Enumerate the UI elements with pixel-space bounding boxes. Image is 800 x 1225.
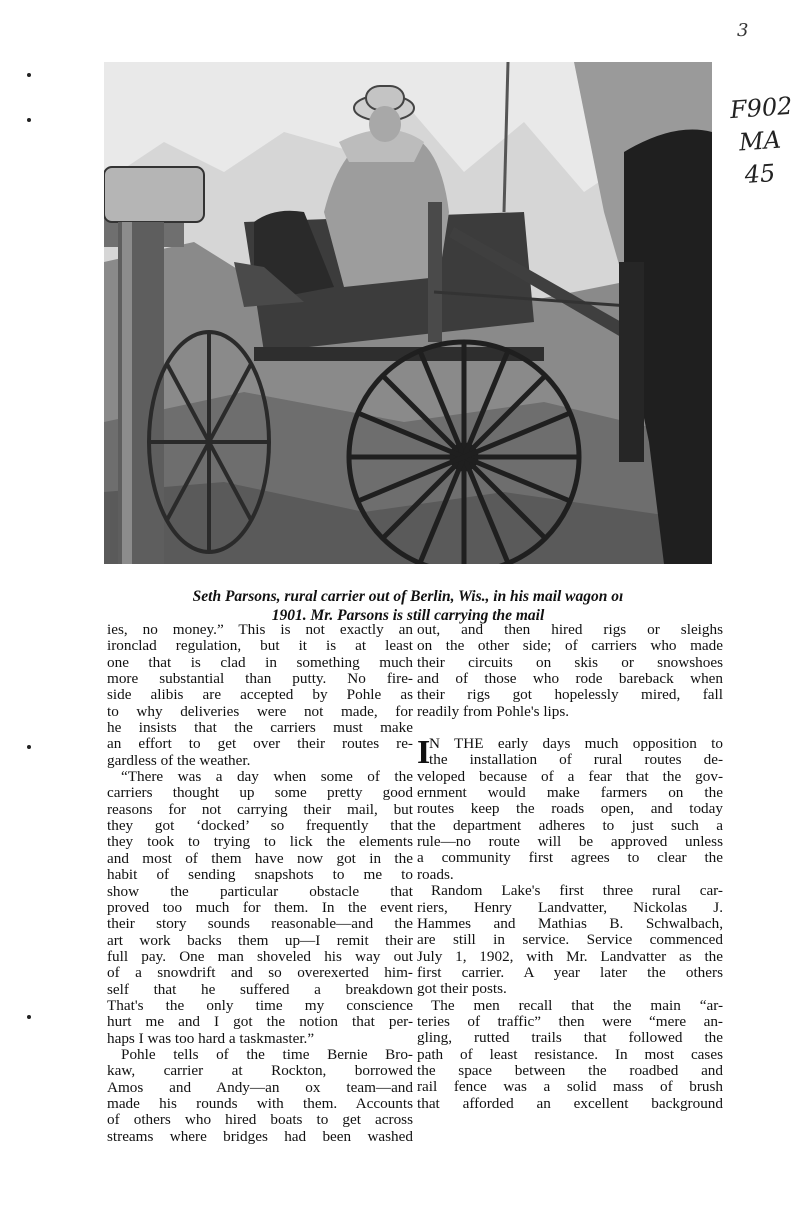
text-line: full pay. One man shoveled his way out xyxy=(107,947,413,965)
text-line: self that he suffered a breakdown xyxy=(107,980,413,998)
photo-caption xyxy=(104,587,712,625)
text-line: got their posts. xyxy=(417,980,507,998)
text-line: the installation of rural routes de- xyxy=(429,751,723,769)
text-line: and of those who rode bareback when xyxy=(417,670,723,688)
caption-line: 1901. Mr. Parsons is still carrying the mail xyxy=(271,607,545,624)
text-line: proved too much for them. In the event xyxy=(107,898,413,916)
mail-wagon-photo xyxy=(104,62,712,564)
text-line: rail fence was a solid mass of brush xyxy=(417,1078,723,1096)
text-line: reasons for not carrying their mail, but xyxy=(107,800,413,818)
text-line: habit of sending snapshots to me to xyxy=(107,866,413,884)
left-text-column xyxy=(107,622,413,1145)
text-line: are still in service. Service commenced xyxy=(417,931,723,949)
text-line: Pohle tells of the time Bernie Bro- xyxy=(121,1045,413,1063)
text-line: riers, Henry Landvatter, Nickolas J. xyxy=(417,898,723,916)
binding-mark xyxy=(27,118,31,122)
handwritten-line: F902 xyxy=(729,91,794,125)
text-line: they got ‘docked’ so frequently that xyxy=(107,817,413,835)
text-line: ironclad regulation, but it is at least xyxy=(107,637,413,655)
paragraph-gap xyxy=(417,720,723,736)
text-line: That's the only time my conscience xyxy=(107,996,413,1014)
text-line: to why deliveries were not made, for xyxy=(107,702,413,720)
text-line: first carrier. A year later the others xyxy=(417,963,723,981)
text-line: an effort to get over their routes re- xyxy=(107,735,413,753)
text-line: that afforded an excellent background xyxy=(417,1094,723,1112)
text-line: N THE early days much opposition to xyxy=(429,735,723,753)
handwritten-line: MA xyxy=(738,125,782,157)
binding-mark xyxy=(27,745,31,749)
text-line: path of least resistance. In most cases xyxy=(417,1045,723,1063)
text-line: their story sounds reasonable—and the xyxy=(107,915,413,933)
text-line: roads. xyxy=(417,865,454,883)
text-line: the space between the roadbed and xyxy=(417,1061,723,1079)
binding-mark xyxy=(27,73,31,77)
text-line: veloped because of a fear that the gov- xyxy=(417,767,723,785)
text-line: on the other side; of carriers who made xyxy=(417,637,723,655)
text-line: routes keep the roads open, and today xyxy=(417,800,723,818)
text-line: haps I was too hard a taskmaster.” xyxy=(107,1029,315,1047)
text-line: The men recall that the main “ar- xyxy=(431,996,723,1014)
text-line: gling, rutted trails that followed the xyxy=(417,1029,723,1047)
text-line: made his rounds with them. Accounts xyxy=(107,1094,413,1112)
text-line: Amos and Andy—an ox team—and xyxy=(107,1078,413,1096)
text-line: Hammes and Mathias B. Schwalbach, xyxy=(417,914,723,932)
text-line: one that is clad in something much xyxy=(107,653,413,671)
text-line: teries of traffic” then were “mere an- xyxy=(417,1012,723,1030)
text-line: their circuits on skis or snowshoes xyxy=(417,653,723,671)
text-line: he insists that the carriers must make xyxy=(107,719,413,737)
text-line: of others who hired boats to get across xyxy=(107,1111,413,1129)
text-line: out, and then hired rigs or sleighs xyxy=(417,621,723,638)
text-line: they took to trying to lick the elements xyxy=(107,833,413,851)
binding-mark xyxy=(27,1015,31,1019)
text-line: of a snowdrift and so overexerted him- xyxy=(107,964,413,982)
text-line: show the particular obstacle that xyxy=(107,882,413,900)
text-line: streams where bridges had been washed xyxy=(107,1127,413,1145)
dropcap-paragraph xyxy=(417,734,723,772)
text-line: and most of them have now got in the xyxy=(107,849,413,867)
right-text-column xyxy=(417,622,723,1112)
text-line: gardless of the weather. xyxy=(107,751,251,769)
text-line: “There was a day when some of the xyxy=(121,768,413,786)
text-line: hurt me and I got the notion that per- xyxy=(107,1013,413,1031)
text-line: July 1, 1902, with Mr. Landvatter as the xyxy=(417,947,723,965)
page-number: 3 xyxy=(737,20,749,41)
text-line: ernment would make farmers on the xyxy=(417,784,723,802)
text-line: more substantial than putty. No fire- xyxy=(107,670,413,688)
drop-cap-letter: I xyxy=(417,734,431,772)
text-line: ies, no money.” This is not exactly an xyxy=(107,621,413,638)
text-line: side alibis are accepted by Pohle as xyxy=(107,686,413,704)
text-line: a community first agrees to clear the xyxy=(417,849,723,867)
text-line: rule—no route will be approved unless xyxy=(417,833,723,851)
handwritten-line: 45 xyxy=(743,158,777,190)
text-line: carriers thought up some pretty good xyxy=(107,784,413,802)
text-line: kaw, carrier at Rockton, borrowed xyxy=(107,1062,413,1080)
text-line: art work backs them up—I remit their xyxy=(107,931,413,949)
handwritten-archive-note xyxy=(729,91,794,191)
text-line: their rigs got hopelessly mired, fall xyxy=(417,686,723,704)
text-line: the department adheres to just such a xyxy=(417,816,723,834)
text-line: readily from Pohle's lips. xyxy=(417,702,570,720)
text-line: Random Lake's first three rural car- xyxy=(431,882,723,900)
caption-line: Seth Parsons, rural carrier out of Berlin, Wis., in his mail wagon oı xyxy=(192,588,624,605)
